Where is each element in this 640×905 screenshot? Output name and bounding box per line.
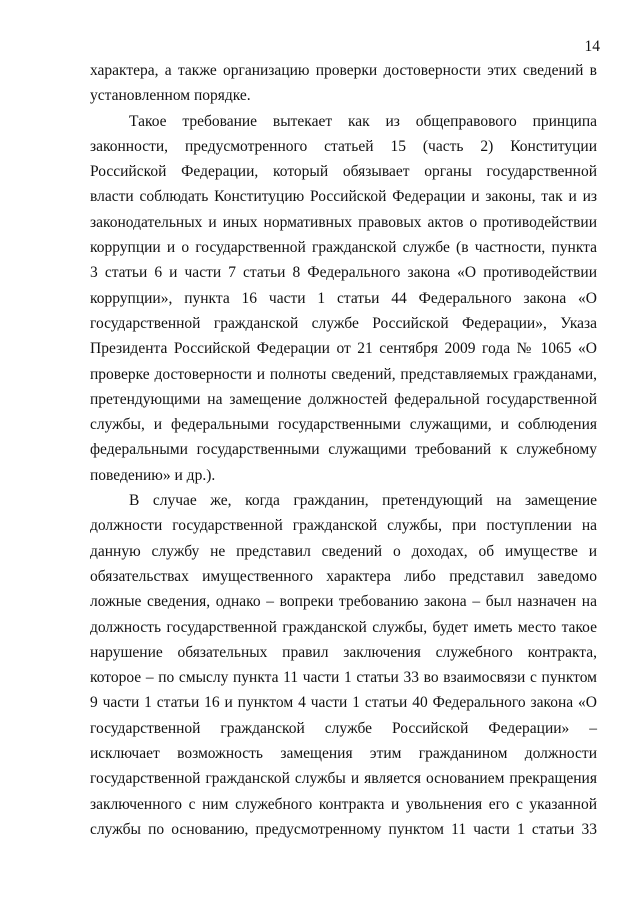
text-line: должности государственной гражданской службы, при поступлении на bbox=[90, 517, 597, 535]
text-line: поведению» и др.). bbox=[90, 466, 216, 484]
text-line: претендующими на замещение должностей федеральной государственной bbox=[90, 390, 597, 408]
text-line: должность государственной гражданской службы, будет иметь место такое bbox=[90, 618, 597, 636]
text-line: заключенного с ним служебного контракта и увольнения его с указанной bbox=[90, 795, 597, 813]
text-line: обязательствах имущественного характера либо представил заведомо bbox=[90, 567, 597, 585]
text-line: службы, и федеральными государственными служащими, и соблюдения bbox=[90, 416, 597, 434]
text-line: характера, а также организацию проверки достоверности этих сведений в bbox=[90, 62, 597, 79]
text-line: государственной гражданской службе Российской Федерации», Указа bbox=[90, 314, 597, 332]
text-line: законодательных и иных нормативных правовых актов о противодействии bbox=[90, 213, 597, 231]
text-line: 3 статьи 6 и части 7 статьи 8 Федерального закона «О противодействии bbox=[90, 264, 597, 282]
text-line: службы по основанию, предусмотренному пунктом 11 части 1 статьи 33 bbox=[90, 820, 597, 838]
text-line: законности, предусмотренного статьей 15 (часть 2) Конституции bbox=[90, 137, 597, 155]
text-line: данную службу не представил сведений о доходах, об имуществе и bbox=[90, 542, 597, 560]
text-line: Такое требование вытекает как из общеправового принципа bbox=[129, 112, 597, 130]
text-line: федеральными государственными служащими требований к служебному bbox=[90, 441, 597, 459]
page-number: 14 bbox=[584, 38, 600, 55]
text-line: ложные сведения, однако – вопреки требованию закона – был назначен на bbox=[90, 593, 597, 611]
text-line: Президента Российской Федерации от 21 сентября 2009 года № 1065 «О bbox=[90, 340, 597, 358]
text-line: В случае же, когда гражданин, претендующий на замещение bbox=[129, 492, 597, 510]
text-line: исключает возможность замещения этим гражданином должности bbox=[90, 745, 597, 763]
text-line: нарушение обязательных правил заключения служебного контракта, bbox=[90, 643, 597, 661]
text-line: власти соблюдать Конституцию Российской Федерации и законы, так и из bbox=[90, 188, 597, 206]
text-line: 9 части 1 статьи 16 и пунктом 4 части 1 статьи 40 Федерального закона «О bbox=[90, 694, 597, 712]
text-line: установленном порядке. bbox=[90, 87, 251, 105]
body-text bbox=[90, 58, 597, 842]
text-line: которое – по смыслу пункта 11 части 1 статьи 33 во взаимосвязи с пунктом bbox=[90, 669, 597, 687]
text-line: государственной гражданской службы и является основанием прекращения bbox=[90, 770, 597, 788]
text-line: проверке достоверности и полноты сведений, представляемых гражданами, bbox=[90, 365, 597, 383]
text-line: Российской Федерации, который обязывает органы государственной bbox=[90, 163, 597, 181]
text-line: коррупции», пункта 16 части 1 статьи 44 Федерального закона «О bbox=[90, 289, 597, 307]
text-line: коррупции и о государственной гражданской службе (в частности, пункта bbox=[90, 239, 597, 257]
text-line: государственной гражданской службе Российской Федерации» – bbox=[90, 719, 597, 737]
